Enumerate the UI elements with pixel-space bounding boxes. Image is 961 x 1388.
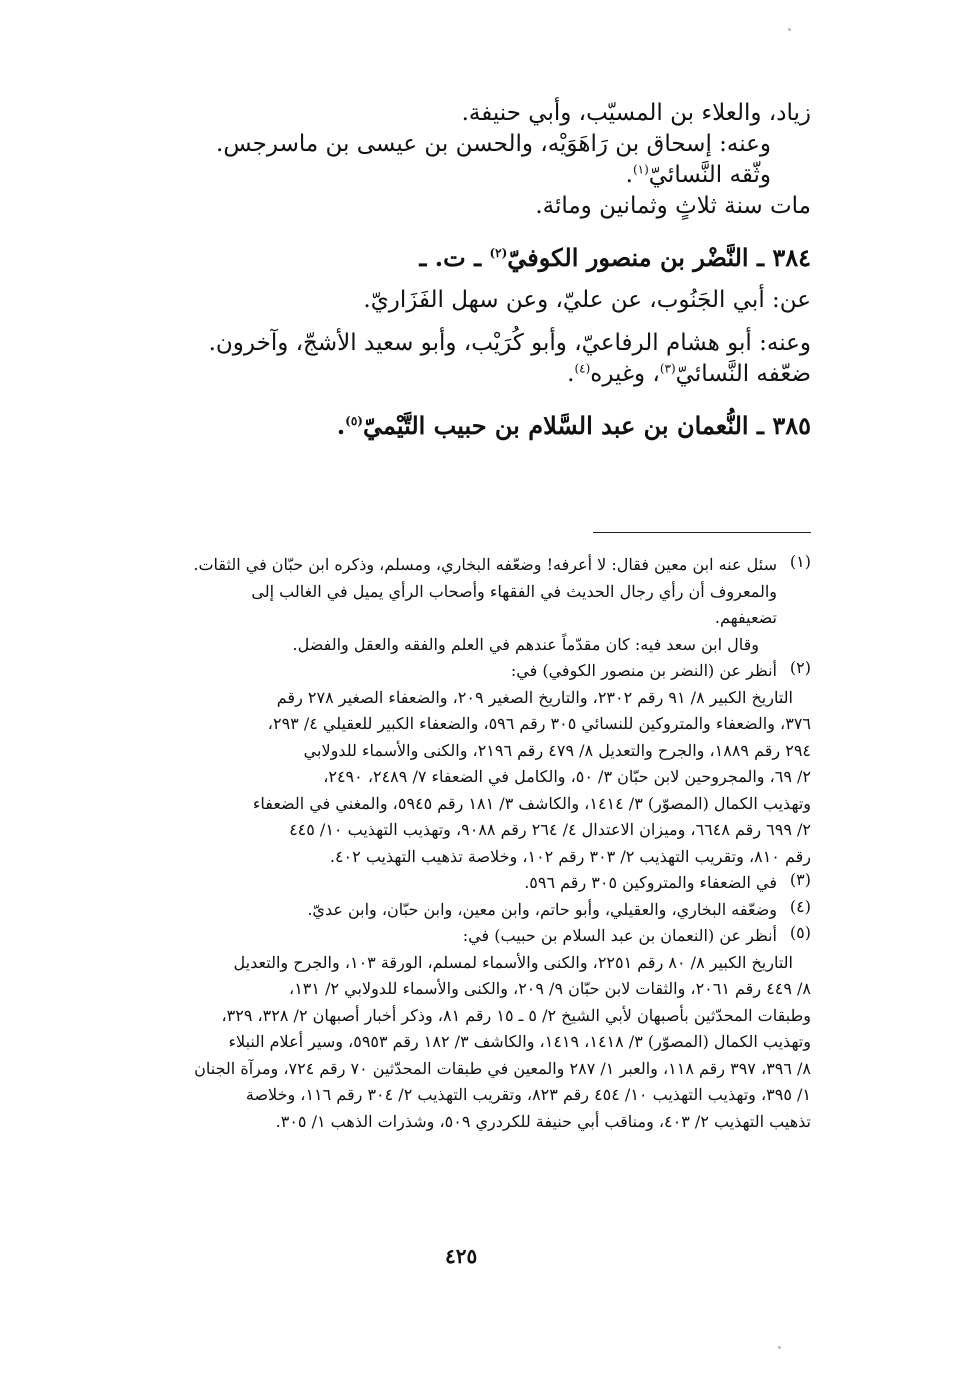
page-number: ٤٢٥	[445, 1244, 478, 1268]
text-line	[111, 359, 811, 390]
entry-heading-384	[111, 242, 811, 273]
footnote-ref[interactable]: (٥)	[345, 414, 363, 428]
footnote-line: وقال ابن سعد فيه: كان مقدّماً عندهم في العلم والفقه والعقل والفضل.	[292, 634, 759, 654]
text-line: زياد، والعلاء بن المسيّب، وأبي حنيفة.	[461, 100, 811, 126]
footnote-line: سئل عنه ابن معين فقال: لا أعرفه! وضعّفه البخاري، ومسلم، وذكره ابن حبّان في الثقات.	[193, 555, 777, 574]
text-span: .	[336, 411, 346, 440]
footnote-1	[131, 552, 811, 658]
scan-speck	[788, 28, 791, 31]
footnote-number: (٥)	[789, 923, 811, 942]
footnote-line: ٢٩٤ رقم ١٨٨٩، والجرح والتعديل ٨/ ٤٧٩ رقم ٢١٩٦، والكنى والأسماء للدولابي	[303, 740, 811, 760]
text-line: وعنه: أبو هشام الرفاعيّ، وأبو كُرَيْب، وأبو سعيد الأشجّ، وآخرون.	[208, 330, 811, 356]
text-line: عن: أبي الجَنُوب، عن عليّ، وعن سهل الفَزَاريّ.	[363, 287, 811, 313]
footnote-number: (١)	[789, 552, 811, 571]
footnote-line: تذهيب التهذيب ٢/ ٤٠٣، ومناقب أبي حنيفة للكردري ٥٠٩، وشذرات الذهب ١/ ٣٠٥.	[275, 1111, 811, 1131]
footnote-head: أنظر عن (النعمان بن عبد السلام بن حبيب) في:	[462, 926, 777, 945]
footnote-line: ١/ ٣٩٥، وتهذيب التهذيب ١٠/ ٤٥٤ رقم ٨٢٣، وتقريب التهذيب ٢/ ٣٠٤ رقم ١١٦، وخلاصة	[245, 1085, 811, 1104]
footnote-line: رقم ٨١٠، وتقريب التهذيب ٢/ ٣٠٣ رقم ١٠٢، وخلاصة تذهيب التهذيب ٤٠٢.	[329, 846, 811, 866]
footnote-line: تضعيفهم.	[714, 608, 777, 627]
footnote-line: وضعّفه البخاري، والعقيلي، وأبو حاتم، وابن معين، وابن حبّان، وابن عديّ.	[307, 899, 777, 919]
footnote-number: (٤)	[789, 896, 811, 916]
text-span: ضعّفه النَّسائيّ	[675, 361, 811, 387]
footnote-line: والمعروف أن رأي رجال الحديث في الفقهاء وأصحاب الرأي يميل في الغالب إلى	[251, 581, 777, 601]
text-line	[111, 160, 771, 191]
footnotes	[131, 552, 811, 1135]
entry-title: ٣٨٥ ـ النُّعمان بن عبد السَّلام بن حبيب التَّيْميّ	[362, 411, 811, 440]
footnote-line: ٣٧٦، والضعفاء والمتروكين للنسائي ٣٠٥ رقم ٥٩٦، والضعفاء الكبير للعقيلي ٤/ ٢٩٣،	[267, 714, 811, 733]
footnote-line: وتهذيب الكمال (المصوّر) ٣/ ١٤١٤، والكاشف ٣/ ١٨١ رقم ٥٩٤٥، والمغني في الضعفاء	[252, 793, 811, 813]
entry-title: ٣٨٤ ـ النَّضْر بن منصور الكوفيّ	[507, 243, 811, 272]
footnote-number: (٢)	[789, 658, 811, 677]
footnote-4	[131, 897, 811, 924]
footnote-line: ٨/ ٣٩٦، ٣٩٧ رقم ١١٨، والعبر ١/ ٢٨٧ والمعين في طبقات المحدّثين ٧٠ رقم ٧٢٤، ومرآة الجنان	[194, 1058, 811, 1078]
footnote-5-body	[131, 950, 811, 1136]
footnote-line: التاريخ الكبير ٨/ ٩١ رقم ٢٣٠٢، والتاريخ الصغير ٢٠٩، والضعفاء الصغير ٢٧٨ رقم	[276, 687, 793, 707]
entry-code: ـ ت. ـ	[419, 243, 490, 272]
footnote-2	[131, 658, 811, 685]
footnote-ref[interactable]: (٢)	[489, 246, 508, 260]
footnote-ref[interactable]: (١)	[632, 162, 649, 177]
footnote-line: وتهذيب الكمال (المصوّر) ٣/ ١٤١٨، ١٤١٩، والكاشف ٣/ ١٨٢ رقم ٥٩٥٣، وسير أعلام النبلاء	[228, 1032, 811, 1051]
footnote-head: أنظر عن (النضر بن منصور الكوفي) في:	[510, 661, 777, 680]
footnote-ref[interactable]: (٤)	[574, 361, 591, 376]
footnote-3	[131, 870, 811, 897]
text-line: وعنه: إسحاق بن رَاهَوَيْه، والحسن بن عيسى بن ماسرجس.	[216, 131, 771, 157]
text-span: ، وغيره	[590, 361, 660, 387]
text-span: .	[567, 361, 575, 387]
footnote-line: وطبقات المحدّثين بأصبهان لأبي الشيخ ٢/ ٥ ـ ١٥ رقم ٨١، وذكر أخبار أصبهان ٢/ ٣٢٨، ٣٢٩،	[221, 1005, 811, 1025]
footnote-line: التاريخ الكبير ٨/ ٨٠ رقم ٢٢٥١، والكنى والأسماء لمسلم، الورقة ١٠٣، والجرح والتعديل	[233, 952, 793, 972]
footnote-2-body	[131, 685, 811, 871]
entry-heading-385	[111, 410, 811, 441]
text-line: مات سنة ثلاثٍ وثمانين ومائة.	[535, 193, 811, 219]
footnote-ref[interactable]: (٣)	[659, 361, 676, 376]
scan-speck	[778, 1346, 781, 1349]
footnote-line: ٢/ ٦٩٩ رقم ٦٦٤٨، وميزان الاعتدال ٤/ ٢٦٤ رقم ٩٠٨٨، وتهذيب التهذيب ١٠/ ٤٤٥	[289, 820, 811, 839]
text-span: .	[625, 162, 633, 188]
footnote-line: ٢/ ٦٩، والمجروحين لابن حبّان ٣/ ٥٠، والكامل في الضعفاء ٧/ ٢٤٨٩، ٢٤٩٠،	[323, 767, 811, 786]
footnote-divider	[593, 532, 811, 533]
main-text	[111, 98, 811, 449]
footnote-line: ٨/ ٤٤٩ رقم ٢٠٦١، والثقات لابن حبّان ٩/ ٢٠٩، والكنى والأسماء للدولابي ٢/ ١٣١،	[289, 979, 811, 998]
text-span: وثّقه النَّسائيّ	[648, 162, 771, 188]
footnote-line: في الضعفاء والمتروكين ٣٠٥ رقم ٥٩٦.	[524, 873, 777, 892]
footnote-5	[131, 923, 811, 950]
footnote-number: (٣)	[789, 870, 811, 889]
